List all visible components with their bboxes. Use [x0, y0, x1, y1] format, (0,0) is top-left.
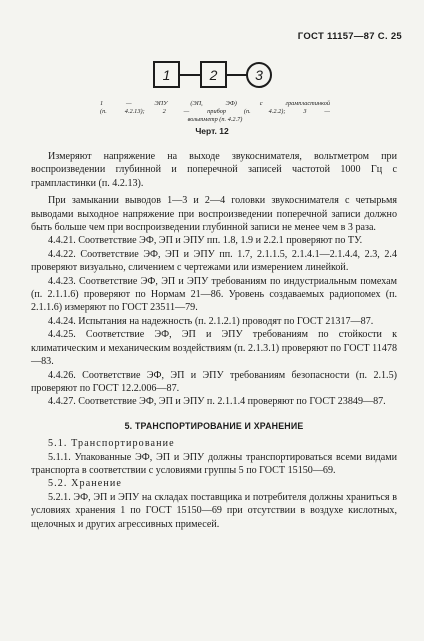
paragraph: 5.1.1. Упакованные ЭФ, ЭП и ЭПУ должны транспортироваться всеми видами транспорта в соответствии с условиями группы 5 по ГОСТ 15150—69. [31, 451, 397, 476]
block-1-label: 1 [162, 67, 171, 83]
page-header: ГОСТ 11157—87 С. 25 [297, 31, 402, 42]
paragraph: При замыкании выводов 1—3 и 2—4 головки звукоснимателя с четырьмя выводами выходное напряжение при воспроизведении поперечной записи должно быть больше чем при воспроизведении глубинной записи не менее чем в 3 раза. [31, 195, 397, 234]
circle-3-label: 3 [255, 67, 263, 83]
document-body [31, 150, 397, 531]
paragraph: 4.4.22. Соответствие ЭФ, ЭП и ЭПУ пп. 1.7, 2.1.1.5, 2.1.4.1—2.1.4.4, 2.3, 2.4 проверяют визуально, сличением с чертежами или измерением линейкой. [31, 248, 397, 274]
caption-line-2: (п. 4.2.13); 2 — прибор (п. 4.2.2); 3 — [100, 108, 330, 115]
paragraph: 5.2.1. ЭФ, ЭП и ЭПУ на складах поставщика и потребителя должны храниться в условиях хранения 1 по ГОСТ 15150—69 при отсутствии в воздухе кислотных, щелочных и других агрессивных примесей. [31, 491, 397, 530]
paragraph: 4.4.27. Соответствие ЭФ, ЭП и ЭПУ п. 2.1.1.4 проверяют по ГОСТ 23849—87. [48, 396, 386, 408]
block-2-label: 2 [209, 67, 218, 83]
subsection-title-storage: 5.2. Хранение [48, 478, 122, 490]
paragraph: 4.4.24. Испытания на надежность (п. 2.1.2.1) проводят по ГОСТ 21317—87. [48, 315, 374, 327]
paragraph: 4.4.25. Соответствие ЭФ, ЭП и ЭПУ требованиям по стойкости к климатическим и механическим воздействиям (п. 2.1.3.1) проверяют по ГОСТ 11478—83. [31, 329, 397, 368]
figure-title: Черт. 12 [195, 126, 229, 136]
paragraph: 4.4.21. Соответствие ЭФ, ЭП и ЭПУ пп. 1.8, 1.9 и 2.2.1 проверяют по ТУ. [48, 235, 363, 247]
paragraph: Измеряют напряжение на выходе звукоснимателя, вольтметром при воспроизведении глубинной и поперечной записей частотой 1000 Гц с грампластинки (п. 4.2.13). [31, 151, 397, 189]
paragraph: 4.4.23. Соответствие ЭФ, ЭП и ЭПУ требованиям по индустриальным помехам (п. 2.1.1.6) проверяют по Нормам 21—86. Уровень создаваемых радиопомех (п. 2.1.1.6) измеряют по ГОСТ 23511—79. [31, 275, 397, 314]
paragraph: 4.4.26. Соответствие ЭФ, ЭП и ЭПУ требованиям безопасности (п. 2.1.5) проверяют по ГОСТ 12.2.006—87. [31, 369, 397, 394]
figure-caption [100, 100, 330, 124]
caption-line-3: вольтметр (п. 4.2.7) [187, 116, 243, 123]
section-title: 5. ТРАНСПОРТИРОВАНИЕ И ХРАНЕНИЕ [124, 420, 304, 431]
caption-line-1: 1 — ЭПУ (ЭП, ЭФ) с грампластинкой [100, 100, 330, 107]
block-diagram [153, 60, 273, 90]
subsection-title-transport: 5.1. Транспортирование [48, 438, 175, 450]
